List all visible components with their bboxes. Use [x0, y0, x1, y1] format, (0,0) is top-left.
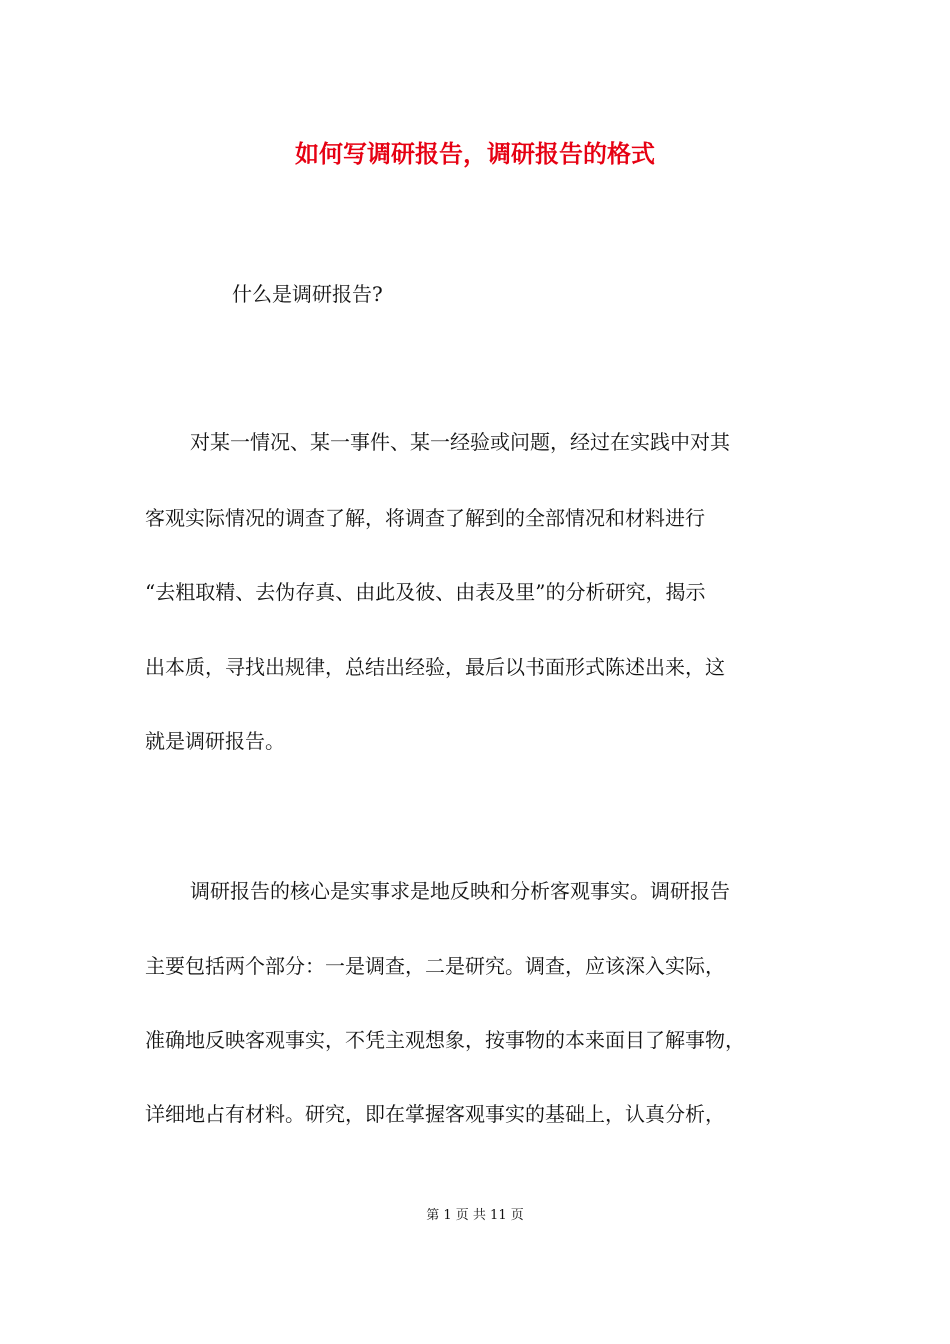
paragraph-line: 主要包括两个部分：一是调查，二是研究。调查，应该深入实际，: [145, 954, 725, 978]
paragraph-line: 就是调研报告。: [145, 729, 285, 753]
section-question: 什么是调研报告?: [232, 282, 383, 306]
document-title: 如何写调研报告，调研报告的格式: [295, 139, 655, 168]
page-number: 第 1 页 共 11 页: [426, 1208, 524, 1223]
paragraph-line: “去粗取精、去伪存真、由此及彼、由表及里”的分析研究，揭示: [145, 580, 706, 604]
paragraph-line: 准确地反映客观事实，不凭主观想象，按事物的本来面目了解事物，: [145, 1028, 745, 1052]
paragraph-line: 客观实际情况的调查了解，将调查了解到的全部情况和材料进行: [145, 506, 705, 530]
paragraph-line: 调研报告的核心是实事求是地反映和分析客观事实。调研报告: [190, 879, 730, 903]
paragraph-line: 出本质，寻找出规律，总结出经验，最后以书面形式陈述出来，这: [145, 655, 725, 679]
paragraph-line: 对某一情况、某一事件、某一经验或问题，经过在实践中对其: [190, 430, 730, 454]
paragraph-line: 详细地占有材料。研究，即在掌握客观事实的基础上，认真分析，: [145, 1102, 725, 1126]
